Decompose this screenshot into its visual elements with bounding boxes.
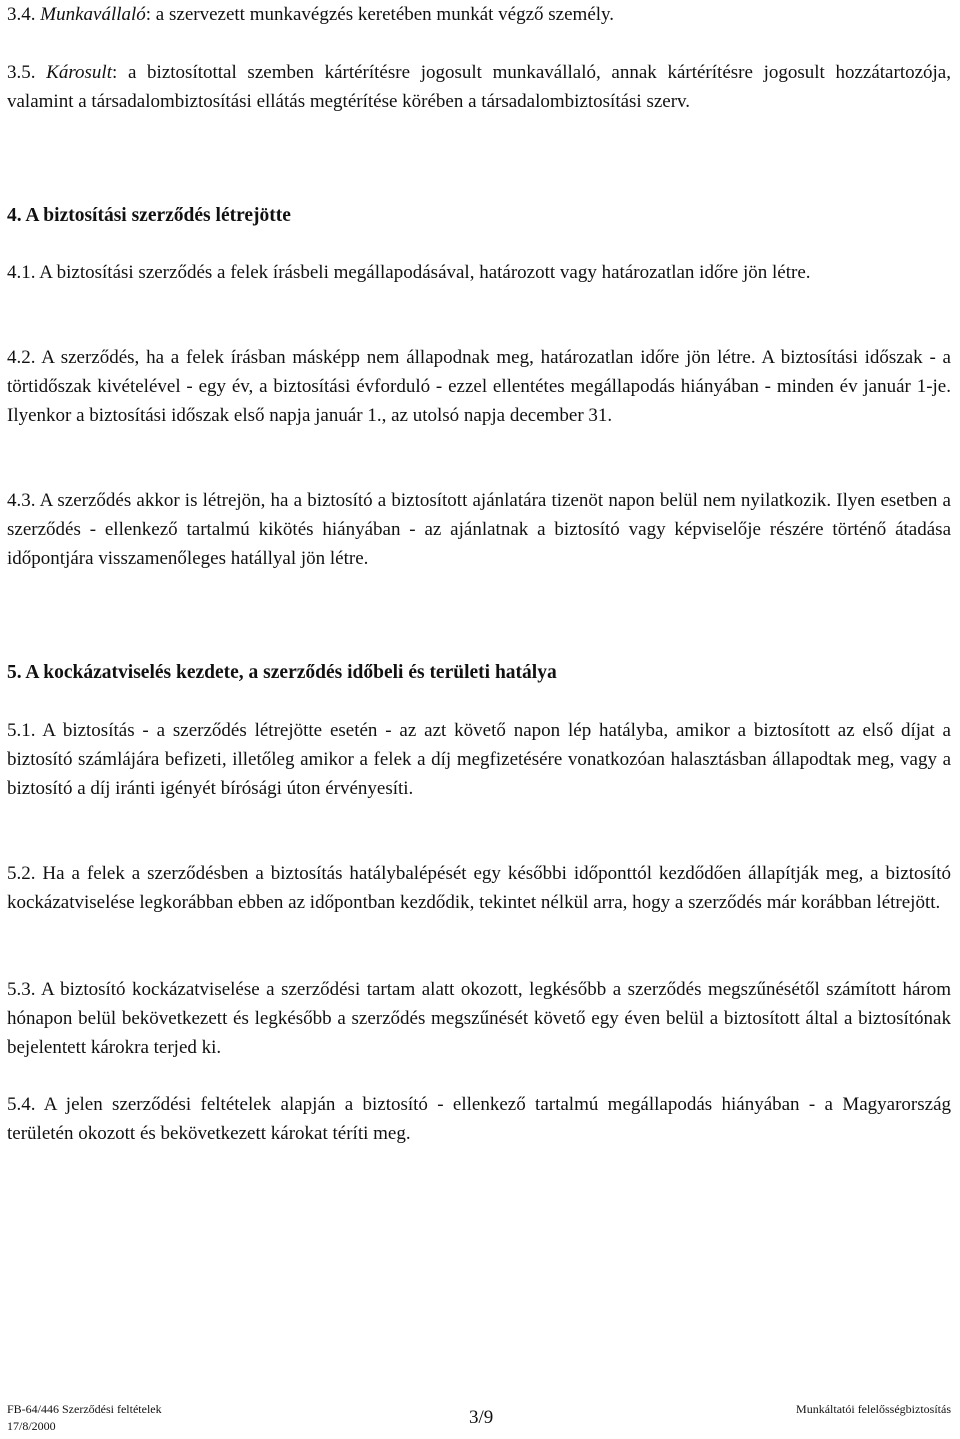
clause-text: : a szervezett munkavégzés keretében munkát végző személy. (145, 4, 615, 25)
defined-term: Munkavállaló (40, 4, 146, 25)
clause-4-3: 4.3. A szerződés akkor is létrejön, ha a biztosító a biztosított ajánlatára tizenöt napon belül nem nyilatkozik. Ilyen esetben a szerződés - ellenkező tartalmú kikötés hiányában - az ajánlatnak a biztosító vagy képviselője részére történő átadása időpontjára visszamenőleges hatállyal jön létre. (7, 490, 951, 569)
clause-5-4: 5.4. A jelen szerződési feltételek alapján a biztosító - ellenkező tartalmú megállapodás hiányában - a Magyarország területén okozott és bekövetkezett károkat téríti meg. (7, 1094, 951, 1144)
clause-number: 3.5. (7, 62, 47, 83)
document-code: FB-64/446 Szerződési feltételek (7, 1402, 162, 1416)
page-number: 3/9 (469, 1407, 494, 1428)
defined-term: Károsult (46, 62, 112, 83)
clause-3-4 (7, 0, 951, 29)
clause-4-1: 4.1. A biztosítási szerződés a felek írásbeli megállapodásával, határozott vagy határozatlan időre jön létre. (7, 262, 811, 283)
clause-4-2: 4.2. A szerződés, ha a felek írásban másképp nem állapodnak meg, határozatlan időre jön létre. A biztosítási időszak - a törtidőszak kivételével - egy év, a biztosítási évforduló - ezzel ellentétes megállapodás hiányában - minden év január 1-je. Ilyenkor a biztosítási időszak első napja január 1., az utolsó napja december 31. (7, 347, 951, 426)
clause-3-5 (7, 58, 951, 116)
page-footer (7, 1401, 951, 1437)
clause-5-2: 5.2. Ha a felek a szerződésben a biztosítás hatálybalépését egy későbbi időponttól kezdődően állapítják meg, a biztosító kockázatviselése legkorábban ebben az időpontban kezdődik, tekintet nélkül arra, hogy a szerződés már korábban létrejött. (7, 863, 951, 913)
clause-5-1: 5.1. A biztosítás - a szerződés létrejötte esetén - az azt követő napon lép hatályba, amikor a biztosított az első díjat a biztosító számlájára befizeti, illetőleg amikor a felek a díj megfizetésére vonatkozóan halasztásban állapodtak meg, vagy a biztosító a díj iránti igényét bírósági úton érvényesíti. (7, 720, 951, 799)
product-name: Munkáltatói felelősségbiztosítás (796, 1402, 951, 1416)
footer-left (7, 1401, 162, 1435)
clause-text: : a biztosítottal szemben kártérítésre jogosult munkavállaló, annak kártérítésre jogosult hozzátartozója, valamint a társadalombiztosítási ellátás megtérítése körében a társadalombiztosítási szerv. (7, 62, 951, 112)
clause-5-3: 5.3. A biztosító kockázatviselése a szerződési tartam alatt okozott, legkésőbb a szerződés megszűnésétől számított három hónapon belül bekövetkezett és legkésőbb a szerződés megszűnését követő egy éven belül a biztosított által a biztosítónak bejelentett károkra terjed ki. (7, 979, 951, 1058)
section-heading-4: 4. A biztosítási szerződés létrejötte (7, 205, 291, 226)
section-heading-5: 5. A kockázatviselés kezdete, a szerződés időbeli és területi hatálya (7, 662, 557, 683)
clause-number: 3.4. (7, 4, 41, 25)
document-date: 17/8/2000 (7, 1419, 56, 1433)
